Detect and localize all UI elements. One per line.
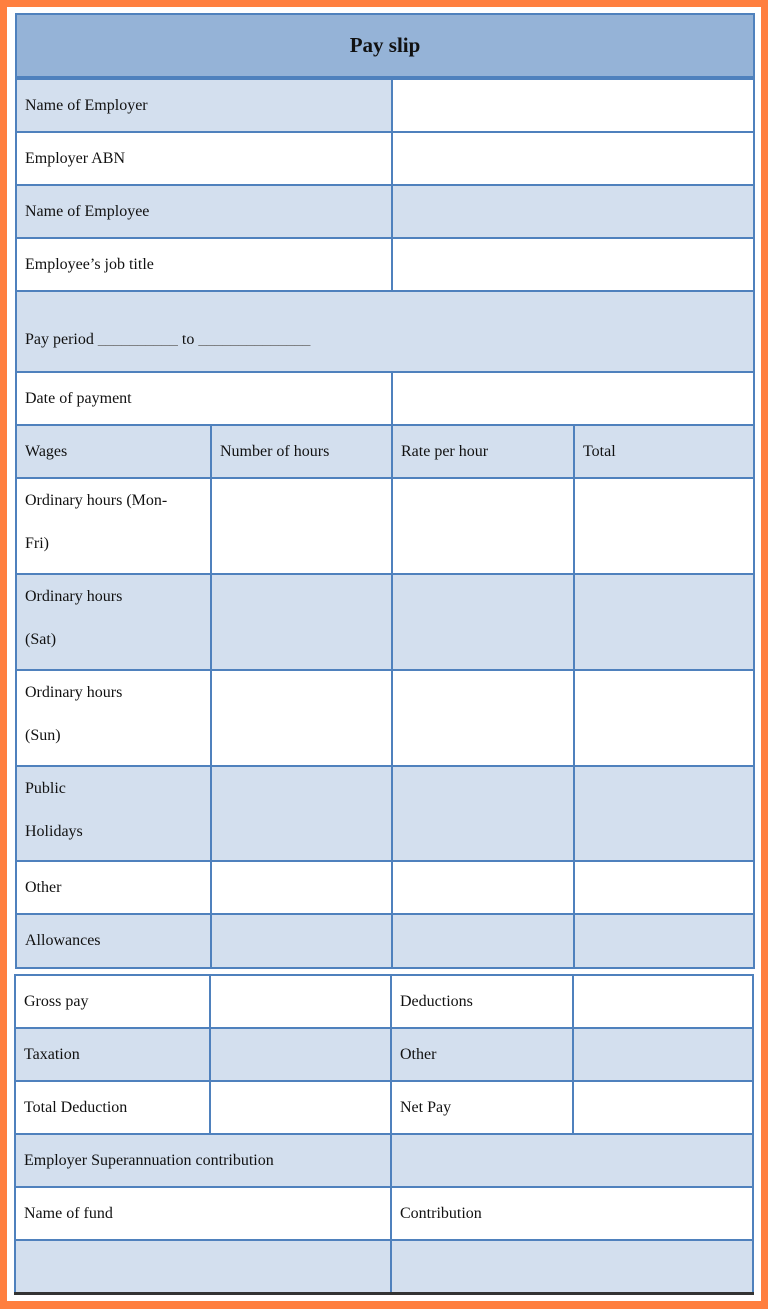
gross-pay-field[interactable] bbox=[210, 975, 391, 1028]
other-deduction-field[interactable] bbox=[573, 1028, 753, 1081]
pay-period-label: Pay period bbox=[25, 330, 94, 348]
total-field-other[interactable] bbox=[574, 861, 754, 914]
employee-job-title-label: Employee’s job title bbox=[16, 238, 392, 291]
contribution-field[interactable] bbox=[391, 1240, 753, 1293]
name-of-employee-field[interactable] bbox=[392, 185, 754, 238]
payslip-page bbox=[7, 7, 761, 1301]
row-label-line1: Ordinary hours bbox=[25, 684, 123, 701]
header-number-of-hours: Number of hours bbox=[211, 425, 392, 478]
employer-super-label: Employer Superannuation contribution bbox=[15, 1134, 391, 1187]
wages-row-label-mon-fri bbox=[16, 478, 211, 574]
total-field-sun[interactable] bbox=[574, 670, 754, 766]
wages-row-label-sun bbox=[16, 670, 211, 766]
net-pay-label: Net Pay bbox=[391, 1081, 573, 1134]
pay-period-start-field[interactable]: __________ bbox=[97, 330, 178, 348]
hours-field-allowances[interactable] bbox=[211, 914, 392, 968]
rate-field-public-holidays[interactable] bbox=[392, 766, 574, 861]
employer-abn-field[interactable] bbox=[392, 132, 754, 185]
total-field-public-holidays[interactable] bbox=[574, 766, 754, 861]
hours-field-public-holidays[interactable] bbox=[211, 766, 392, 861]
payslip-main-table bbox=[15, 13, 755, 969]
hours-field-sat[interactable] bbox=[211, 574, 392, 670]
row-label-line1: Public bbox=[25, 780, 66, 797]
row-label-line2: (Sat) bbox=[25, 631, 57, 648]
taxation-field[interactable] bbox=[210, 1028, 391, 1081]
total-field-allowances[interactable] bbox=[574, 914, 754, 968]
total-deduction-label: Total Deduction bbox=[15, 1081, 210, 1134]
wages-row-label-other: Other bbox=[16, 861, 211, 914]
rate-field-other[interactable] bbox=[392, 861, 574, 914]
rate-field-sun[interactable] bbox=[392, 670, 574, 766]
pay-period-end-field[interactable]: ______________ bbox=[198, 330, 311, 348]
row-label-line1: Ordinary hours bbox=[25, 588, 123, 605]
header-rate-per-hour: Rate per hour bbox=[392, 425, 574, 478]
pay-period-to-label: to bbox=[181, 330, 195, 348]
pay-period-row bbox=[16, 291, 754, 372]
gross-pay-label: Gross pay bbox=[15, 975, 210, 1028]
total-deduction-field[interactable] bbox=[210, 1081, 391, 1134]
hours-field-other[interactable] bbox=[211, 861, 392, 914]
name-of-employer-label: Name of Employer bbox=[16, 78, 392, 132]
rate-field-allowances[interactable] bbox=[392, 914, 574, 968]
hours-field-sun[interactable] bbox=[211, 670, 392, 766]
net-pay-field[interactable] bbox=[573, 1081, 753, 1134]
name-of-fund-field[interactable] bbox=[15, 1240, 391, 1293]
row-label-line2: Holidays bbox=[25, 823, 83, 840]
name-of-employer-field[interactable] bbox=[392, 78, 754, 132]
wages-row-label-sat bbox=[16, 574, 211, 670]
payslip-title: Pay slip bbox=[16, 14, 754, 78]
header-wages: Wages bbox=[16, 425, 211, 478]
total-field-mon-fri[interactable] bbox=[574, 478, 754, 574]
taxation-label: Taxation bbox=[15, 1028, 210, 1081]
row-label-line2: (Sun) bbox=[25, 727, 61, 744]
employer-super-field[interactable] bbox=[391, 1134, 753, 1187]
total-field-sat[interactable] bbox=[574, 574, 754, 670]
name-of-employee-label: Name of Employee bbox=[16, 185, 392, 238]
deductions-label: Deductions bbox=[391, 975, 573, 1028]
payslip-summary-table bbox=[14, 974, 754, 1295]
date-of-payment-field[interactable] bbox=[392, 372, 754, 425]
wages-row-label-public-holidays bbox=[16, 766, 211, 861]
deductions-field[interactable] bbox=[573, 975, 753, 1028]
row-label-line2: Fri) bbox=[25, 535, 49, 552]
wages-row-label-allowances: Allowances bbox=[16, 914, 211, 968]
employee-job-title-field[interactable] bbox=[392, 238, 754, 291]
name-of-fund-label: Name of fund bbox=[15, 1187, 391, 1240]
rate-field-sat[interactable] bbox=[392, 574, 574, 670]
header-total: Total bbox=[574, 425, 754, 478]
rate-field-mon-fri[interactable] bbox=[392, 478, 574, 574]
employer-abn-label: Employer ABN bbox=[16, 132, 392, 185]
contribution-label: Contribution bbox=[391, 1187, 753, 1240]
other-deduction-label: Other bbox=[391, 1028, 573, 1081]
date-of-payment-label: Date of payment bbox=[16, 372, 392, 425]
row-label-line1: Ordinary hours (Mon- bbox=[25, 492, 168, 509]
hours-field-mon-fri[interactable] bbox=[211, 478, 392, 574]
